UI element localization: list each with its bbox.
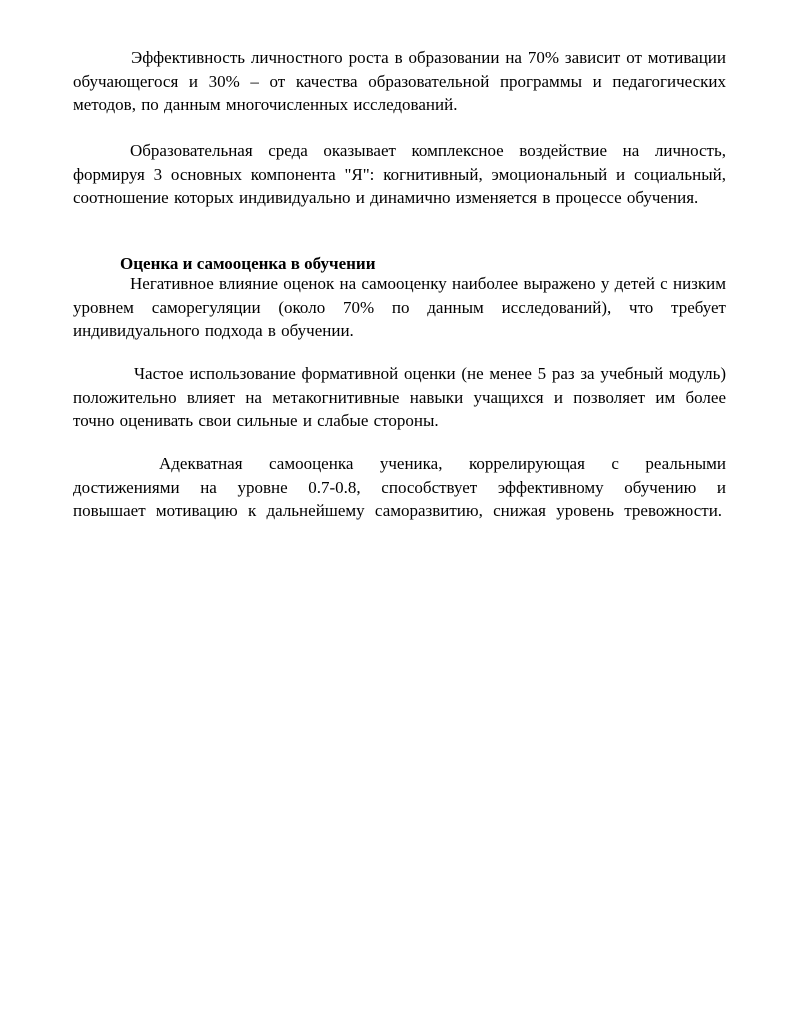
- paragraph-5: Адекватная самооценка ученика, коррелирующая с реальными достижениями на уровне 0.7-0.8, способствует эффективному обучению и повышает мотивацию к дальнейшему саморазвитию, снижая уровень тревожности.: [73, 454, 726, 520]
- section-heading: Оценка и самооценка в обучении: [120, 254, 376, 273]
- paragraph-1: Эффективность личностного роста в образовании на 70% зависит от мотивации обучающегося и 30% – от качества образовательной программы и педагогических методов, по данным многочисленных исследований.: [73, 48, 726, 114]
- paragraph-3: Негативное влияние оценок на самооценку наиболее выражено у детей с низким уровнем саморегуляции (около 70% по данным исследований), что требует индивидуального подхода в обучении.: [73, 274, 726, 340]
- paragraph-2: Образовательная среда оказывает комплексное воздействие на личность, формируя 3 основных компонента "Я": когнитивный, эмоциональный и социальный, соотношение которых индивидуально и динамично изменяется в процессе обучения.: [73, 141, 726, 207]
- paragraph-4: Частое использование формативной оценки (не менее 5 раз за учебный модуль) положительно влияет на метакогнитивные навыки учащихся и позволяет им более точно оценивать свои сильные и слабые стороны.: [73, 364, 726, 430]
